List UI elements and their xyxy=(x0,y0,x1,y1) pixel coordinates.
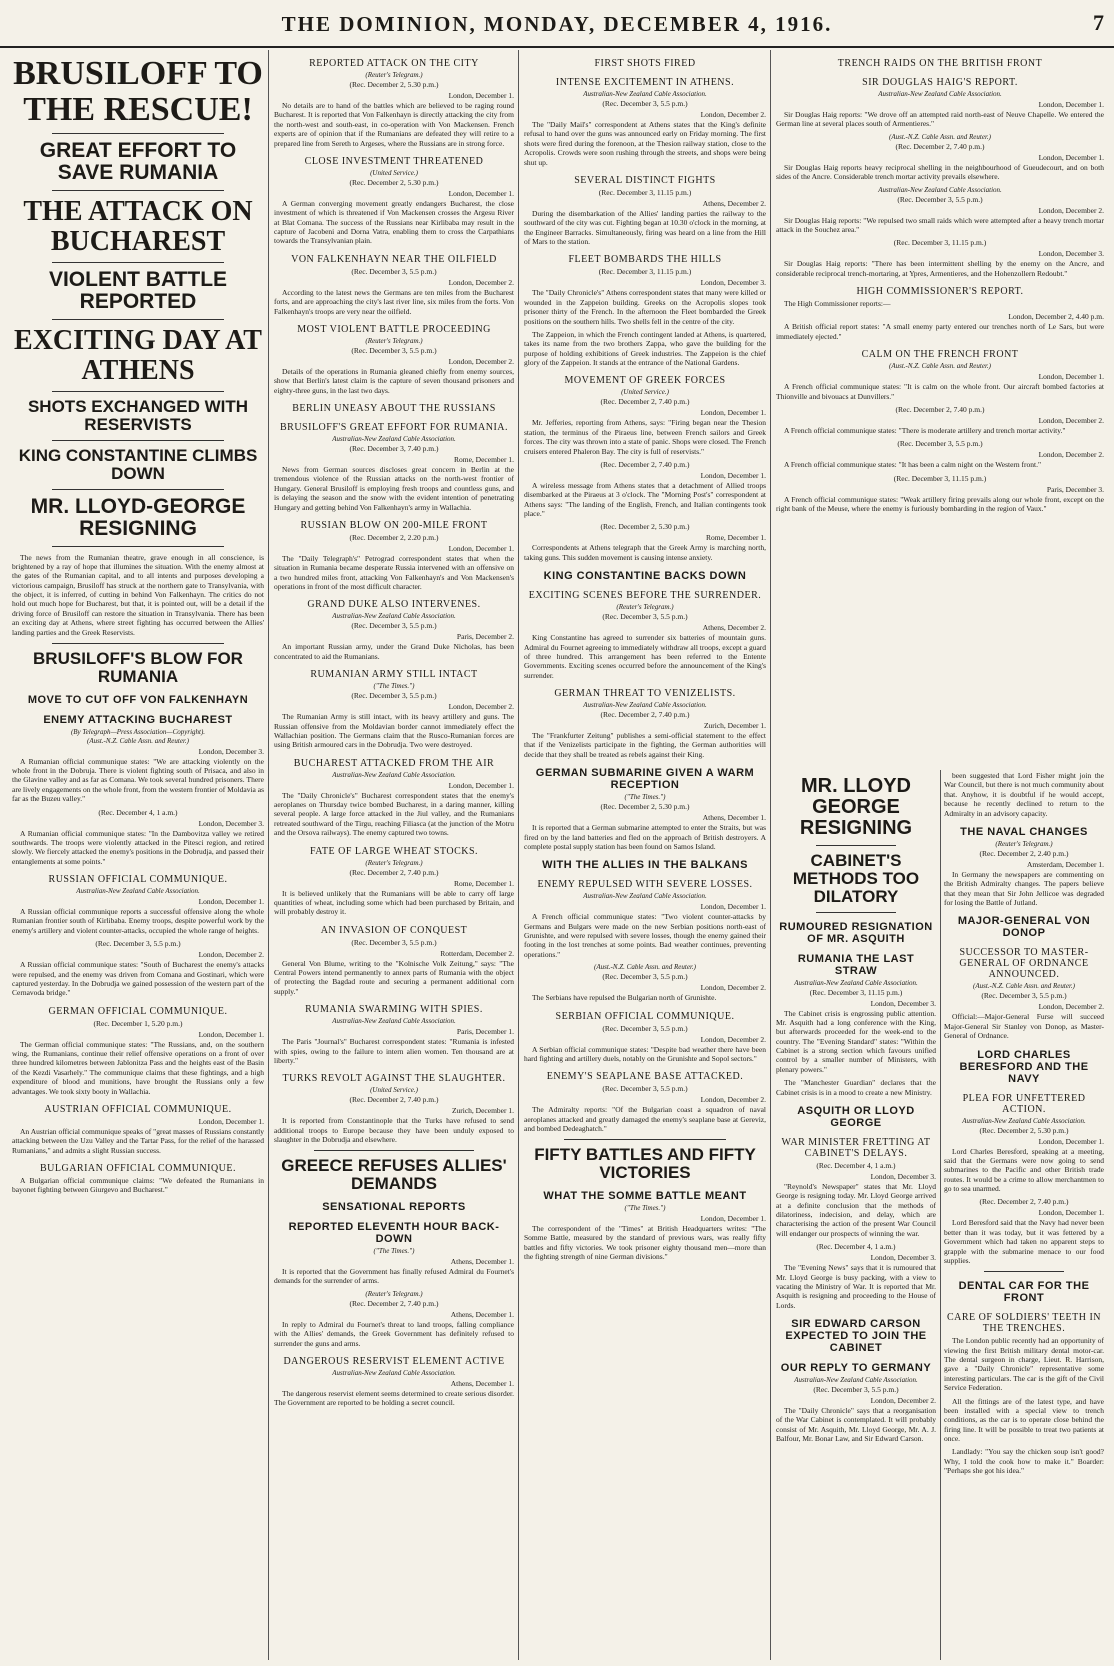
subheading: THE NAVAL CHANGES xyxy=(960,825,1088,838)
column-rule xyxy=(940,770,941,1660)
article-text: An important Russian army, under the Grand Duke Nicholas, has been concentrated to aid the Rumanians. xyxy=(274,642,514,661)
section-heading: BUCHAREST ATTACKED FROM THE AIR xyxy=(293,757,495,769)
article-text: The "Daily Chronicle" says that a reorganisation of the War Cabinet is contemplated. It will probably consist of Mr. Asquith, Mr. Lloyd George, Mr. A. J. Balfour, Mr. Bonar Law, and Sir Edward Carson. xyxy=(776,1406,936,1444)
article-text: A French official communique states: "Weak artillery firing prevails along our whole front, except on the right bank of the Meuse, where the enemy is furiously bombarding in the region of Vaux." xyxy=(776,494,1104,513)
dateline: London, December 1. xyxy=(198,897,264,907)
received-line: (Rec. December 2, 7.40 p.m.) xyxy=(600,459,690,469)
article-text: The Cabinet crisis is engrossing public attention. Mr. Asquith had a long conference with the King, but afterwards proceeded for the week-end to the country. The "Evening Standard" states: "Within the Cabinet is a strong section which favours unified control by a smaller number of Ministers, with plenary powers." xyxy=(776,1008,936,1074)
dateline: London, December 2. xyxy=(448,277,514,287)
source-line: Australian-New Zealand Cable Association. xyxy=(878,90,1002,98)
received-line: (Rec. December 2, 7.40 p.m.) xyxy=(979,1197,1069,1207)
received-line: (Rec. December 3, 5.5 p.m.) xyxy=(351,691,437,701)
divider xyxy=(52,489,224,490)
section-heading: SEVERAL DISTINCT FIGHTS xyxy=(574,174,716,186)
masthead xyxy=(0,0,1114,48)
article-text: A German converging movement greatly endangers Bucharest, the close investment of which is threatened if Von Mackensen crosses the Argesu River at Blat Comana. The success of the Russians near Kirlibaba may result in the capture of Jacobeni and Dorna Vatra, enabling them to cross the Carpathians towards the Transylvanian plain. xyxy=(274,198,514,246)
article-text: The Admiralty reports: "Of the Bulgarian coast a squadron of naval aeroplanes attacked and greatly damaged the enemy's seaplane base at Gereviz, and bombed Dedeaghatch." xyxy=(524,1105,766,1133)
article-text: All the fittings are of the latest type, and have been installed with a special view to trench conditions, as the car is to operate close behind the firing line. It will be possible to treat two patients at once. xyxy=(944,1396,1104,1443)
received-line: (Rec. December 4, 1 a.m.) xyxy=(816,1160,896,1170)
article-text: A Russian official communique states: "South of Bucharest the enemy's attacks were repulsed, and the enemy was driven from Comana and Gostinari, which were captured yesterday. In the Dobrudja we gained possession of the western part of the Cernavoda bridge." xyxy=(12,960,264,998)
headline: VIOLENT BATTLE REPORTED xyxy=(48,268,228,314)
headline: EXCITING DAY AT ATHENS xyxy=(14,325,262,386)
dateline: London, December 2. xyxy=(448,356,514,366)
received-line: (Rec. December 3, 5.5 p.m.) xyxy=(602,99,688,108)
received-line: (Rec. December 3, 5.5 p.m.) xyxy=(602,972,688,982)
section-heading: HIGH COMMISSIONER'S REPORT. xyxy=(856,286,1024,297)
column-1 xyxy=(12,50,264,1660)
lower-split-section xyxy=(776,770,1104,1660)
article-text: The correspondent of the "Times" at British Headquarters writes: "The Somme Battle, measured by the standard of previous wars, was really fifty battles and fifty victories. We took prisoner eighty thousand men—more than the fighting strength of nine German divisions." xyxy=(524,1224,766,1262)
divider xyxy=(52,643,224,644)
headline: MR. LLOYD GEORGE RESIGNING xyxy=(799,775,913,839)
received-line: (Rec. December 3, 5.5 p.m.) xyxy=(897,439,983,449)
source-line: (Reuter's Telegram.) xyxy=(616,603,674,612)
article-text: The German official communique states: "The Russians, and, on the southern wing, the Rumanians, continue their relief offensive operations on a front of over three hundred kilometres between Jablonitza Pass and the heights east of the Basin of the Kezdi Vasarhely." The communique claims that these fightings, and a high expenditure of blood and munitions, have brought the Russians only a few advantages. We took sixty booty in Wallachia. xyxy=(12,1039,264,1096)
headline: GREAT EFFORT TO SAVE RUMANIA xyxy=(39,139,237,185)
dateline: London, December 1. xyxy=(1038,1208,1104,1218)
dateline: London, December 2. xyxy=(700,1034,766,1044)
received-line: (Rec. December 3, 5.5 p.m.) xyxy=(602,1084,688,1094)
article-text: No details are to hand of the battles which are believed to be raging round Bucharest. It is reported that Von Falkenhayn is directly attacking the city from the north-west and south-east, in co-operation with Von Mackensen. French experts are of opinion that if the Rumanians are defeated they will retire to a prepared line from Sereth to Argeses, where the Russians are in strong force. xyxy=(274,101,514,148)
subheading: REPORTED ELEVENTH HOUR BACK-DOWN xyxy=(288,1221,500,1246)
article-text: Sir Douglas Haig reports heavy reciprocal shelling in the neighbourhood of Gueudecourt, and on both sides of the Ancre. Considerable trench mortar activity prevails elsewhere. xyxy=(776,162,1104,182)
section-heading: RUSSIAN OFFICIAL COMMUNIQUE. xyxy=(48,874,228,886)
received-line: (Rec. December 2, 2.40 p.m.) xyxy=(979,848,1069,858)
dateline: London, December 3. xyxy=(1038,249,1104,259)
dateline: London, December 3. xyxy=(870,1171,936,1181)
article-text: The Rumanian Army is still intact, with its heavy artillery and guns. The Russian offensive from the Moldavian border cannot immediately effect the Wallachian position. The Germans claim that the Rusco-Rumanian forces are using British armoured cars in the Dobrudja. Two were destroyed. xyxy=(274,712,514,750)
article-text: It is reported that a German submarine attempted to enter the Straits, but was fired on by the land batteries and fled on the approach of British destroyers. A complete postal supply station has been found on Samos Island. xyxy=(524,823,766,851)
source-line: Australian-New Zealand Cable Association. xyxy=(76,887,200,896)
section-heading: WAR MINISTER FRETTING AT CABINET'S DELAYS. xyxy=(781,1136,931,1159)
dateline: Rotterdam, December 2. xyxy=(440,948,514,958)
subheading: OUR REPLY TO GERMANY xyxy=(780,1362,932,1375)
source-line: Australian-New Zealand Cable Association. xyxy=(332,1368,456,1377)
received-line: (Rec. December 3, 11.15 p.m.) xyxy=(598,187,692,197)
section-heading: PLEA FOR UNFETTERED ACTION. xyxy=(962,1092,1086,1115)
article-text: Details of the operations in Rumania gleaned chiefly from enemy sources, show that Berlin's latest claim is the capture of seven thousand prisoners and eighty-three guns, in the last two days. xyxy=(274,366,514,395)
source-line: Australian-New Zealand Cable Association. xyxy=(878,185,1002,194)
section-heading: FATE OF LARGE WHEAT STOCKS. xyxy=(309,845,479,857)
divider xyxy=(52,262,224,263)
subheading: KING CONSTANTINE BACKS DOWN xyxy=(543,570,747,583)
dateline: London, December 1. xyxy=(700,470,766,480)
source-line: (Aust.-N.Z. Cable Assn. and Reuter.) xyxy=(87,736,189,745)
section-heading: BERLIN UNEASY ABOUT THE RUSSIANS xyxy=(292,403,496,414)
divider xyxy=(816,912,896,913)
article-text: News from German sources discloses great concern in Berlin at the tremendous violence of the Russian attacks on the north-west frontier of Hungary. General Brusiloff is employing fresh troops and countless guns, and is delaying the season and the snow with the evident intention of penetrating Hungary and getting behind Von Falkenhayn's army in Wallachia. xyxy=(274,465,514,512)
received-line: (Rec. December 2, 5.30 p.m.) xyxy=(349,80,439,89)
dateline: London, December 1. xyxy=(700,408,766,418)
article-text: The "Daily Chronicle's" Athens correspondent states that many were killed or wounded in the Zappeion building. Greeks on the Acropolis slopes took prisoner thirty of the French. In the afternoon the Fleet bombarded the Greek positions on the southern hills. Two shells fell in the centre of the city. xyxy=(524,288,766,326)
dateline: Paris, December 1. xyxy=(456,1027,514,1037)
section-heading: AN INVASION OF CONQUEST xyxy=(320,924,468,936)
section-heading: REPORTED ATTACK ON THE CITY xyxy=(309,58,479,69)
headline: GREECE REFUSES ALLIES' DEMANDS xyxy=(281,1156,507,1194)
dateline: London, December 2. xyxy=(1038,1002,1104,1012)
section-heading: SUCCESSOR TO MASTER-GENERAL OF ORDNANCE ANNOUNCED. xyxy=(959,947,1089,981)
article-text: A Serbian official communique states: "Despite bad weather there have been hard fighting and artillery duels, notably on the Grunishte and Sopol sectors." xyxy=(524,1044,766,1063)
section-heading: RUSSIAN BLOW ON 200-MILE FRONT xyxy=(300,519,488,531)
received-line: (Rec. December 3, 7.40 p.m.) xyxy=(349,444,439,453)
dateline: (By Telegraph—Press Association—Copyright). xyxy=(70,727,206,736)
divider xyxy=(52,133,224,134)
article-text: The dangerous reservist element seems determined to create serious disorder. The Government are reported to be holding a secret council. xyxy=(274,1388,514,1408)
dateline: Paris, December 3. xyxy=(1046,484,1104,494)
received-line: (Rec. December 3, 5.5 p.m.) xyxy=(95,939,181,949)
source-line: Australian-New Zealand Cable Association. xyxy=(332,435,456,443)
dateline: London, December 3. xyxy=(198,818,264,828)
source-line: ("The Times.") xyxy=(624,1204,666,1213)
received-line: (Rec. December 3, 11.15 p.m.) xyxy=(893,473,987,483)
subheading: GERMAN SUBMARINE GIVEN A WARM RECEPTION xyxy=(535,767,755,792)
headline: BRUSILOFF'S BLOW FOR RUMANIA xyxy=(33,648,243,686)
dateline: London, December 2. xyxy=(1038,415,1104,425)
page-number: 7 xyxy=(1093,10,1104,35)
column-rule xyxy=(770,50,771,1660)
section-heading: CARE OF SOLDIERS' TEETH IN THE TRENCHES. xyxy=(946,1312,1102,1335)
dateline: London, December 1. xyxy=(448,91,514,100)
article-text: During the disembarkation of the Allies' landing parties the railway to the southward of the city was cut. Fighting began at 10.30 o'clock in the morning, at the Engineer Barracks. Simultaneously, firing was heard on a line from the Hill of Mars to the station. xyxy=(524,208,766,246)
received-line: (Rec. December 2, 7.40 p.m.) xyxy=(349,1095,439,1105)
section-heading: MOVEMENT OF GREEK FORCES xyxy=(564,375,726,387)
dateline: London, December 3. xyxy=(198,746,264,756)
section-heading: DANGEROUS RESERVIST ELEMENT ACTIVE xyxy=(283,1355,505,1367)
section-heading: CALM ON THE FRENCH FRONT xyxy=(861,349,1019,361)
article-text: It is reported from Constantinople that the Turks have refused to send additional troops to Europe because they have been unduly exposed to slaughter in the Dobrudja and elsewhere. xyxy=(274,1116,514,1144)
dateline: Amsterdam, December 1. xyxy=(1026,859,1104,869)
article-text: A Bulgarian official communique claims: "We defeated the Rumanians in bayonet fighting between Giurgevo and Bucharest." xyxy=(12,1176,264,1195)
section-heading: TRENCH RAIDS ON THE BRITISH FRONT xyxy=(837,58,1043,69)
received-line: (Rec. December 3, 5.5 p.m.) xyxy=(897,194,983,204)
received-line: (Rec. December 3, 5.5 p.m.) xyxy=(813,1385,899,1395)
section-heading: CLOSE INVESTMENT THREATENED xyxy=(304,155,484,167)
received-line: (Rec. December 3, 11.15 p.m.) xyxy=(893,238,987,248)
section-heading: EXCITING SCENES BEFORE THE SURRENDER. xyxy=(528,590,762,602)
dateline: Athens, December 1. xyxy=(702,813,766,823)
dateline: London, December 1. xyxy=(700,1214,766,1224)
received-line: (Rec. December 2, 7.40 p.m.) xyxy=(600,710,690,719)
article-text: The Zappeion, in which the French contingent landed at Athens, is quartered, takes its name from the two brothers Zappa, who gave the building for the purpose of holding exhibitions of Greek industries. The Zappeion is the chief glory of the Zappeion. It stands at the entrance of the National Gardens. xyxy=(524,329,766,367)
article-text: A French official communique states: "It has been a calm night on the Western front." xyxy=(784,460,1042,470)
headline: THE ATTACK ON BUCHAREST xyxy=(23,196,253,257)
dateline: Athens, December 2. xyxy=(702,198,766,208)
sub-column-left xyxy=(776,770,936,1660)
article-text: Lord Charles Beresford, speaking at a meeting, said that the Germans were now going to send submarines to the Pacific and other British trade routes. It would be a crime to allow merchantmen to go to sea unarmed. xyxy=(944,1146,1104,1193)
dateline: London, December 3. xyxy=(700,278,766,288)
dateline: Rome, December 1. xyxy=(454,878,514,888)
dateline: London, December 2. xyxy=(700,1095,766,1105)
section-heading: MOST VIOLENT BATTLE PROCEEDING xyxy=(297,323,491,335)
source-line: ("The Times.") xyxy=(624,793,666,802)
divider xyxy=(564,1139,726,1140)
divider xyxy=(816,845,896,846)
section-heading: BULGARIAN OFFICIAL COMMUNIQUE. xyxy=(39,1163,237,1175)
source-line: (Aust.-N.Z. Cable Assn. and Reuter.) xyxy=(594,963,696,972)
divider xyxy=(52,190,224,191)
received-line: (Rec. December 2, 7.40 p.m.) xyxy=(349,867,439,877)
article-text: An Austrian official communique speaks of "great masses of Russians constantly attacking between the Uzu Valley and the Tartar Pass, for the relief of the harassed Rumanians," and admits a slight Russian success. xyxy=(12,1126,264,1155)
column-rule xyxy=(268,50,269,1660)
section-heading: ENEMY'S SEAPLANE BASE ATTACKED. xyxy=(546,1071,744,1083)
section-heading: RUMANIA SWARMING WITH SPIES. xyxy=(305,1004,483,1016)
dateline: London, December 2. xyxy=(700,983,766,993)
article-text: "Reynold's Newspaper" states that Mr. Lloyd George is resigning today. Mr. Lloyd George arrived at a definite conclusion that the methods of dilatoriness, indecision, and delay, which are characterising the action of the present War Council will endanger our prospects of winning the war. xyxy=(776,1181,936,1238)
article-text: Mr. Jefferies, reporting from Athens, says: "Firing began near the Thesion station, the terminus of the Piraeus line, between French sailors and Greek forces. The city was thrown into a state of panic. Shops were closed. The French cruisers entered Phaleron Bay. The city is full of reservists." xyxy=(524,418,766,456)
sub-column-right xyxy=(944,770,1104,1660)
section-heading: AUSTRIAN OFFICIAL COMMUNIQUE. xyxy=(44,1103,232,1115)
source-line: Australian-New Zealand Cable Association. xyxy=(794,978,918,987)
dateline: London, December 1. xyxy=(1038,152,1104,162)
dateline: London, December 2. xyxy=(198,950,264,960)
divider xyxy=(52,546,224,547)
divider xyxy=(52,391,224,392)
source-line: Australian-New Zealand Cable Association. xyxy=(332,770,456,779)
article-text: In Germany the newspapers are commenting on the British Admiralty changes. The papers believe that they mean that Sir John Jellicoe was degraded for losing the Battle of Jutland. xyxy=(944,869,1104,907)
column-rule xyxy=(518,50,519,1660)
dateline: Rome, December 1. xyxy=(706,533,766,543)
article-text: Official:—Major-General Furse will succeed Major-General Sir Stanley von Donop, as Master-General of Ordnance. xyxy=(944,1012,1104,1041)
article-text: Sir Douglas Haig reports: "We drove off an attempted raid north-east of Neuve Chapelle. We entered the German line at several places south of Armentieres." xyxy=(776,110,1104,129)
source-line: (Aust.-N.Z. Cable Assn. and Reuter.) xyxy=(973,982,1075,991)
dateline: London, December 1. xyxy=(1038,372,1104,382)
headline: FIFTY BATTLES AND FIFTY VICTORIES xyxy=(534,1145,756,1183)
subheading: SENSATIONAL REPORTS xyxy=(322,1201,466,1214)
article-text: The High Commissioner reports:— xyxy=(784,299,891,308)
received-line: (Rec. December 2, 2.20 p.m.) xyxy=(349,532,439,542)
section-heading: SERBIAN OFFICIAL COMMUNIQUE. xyxy=(555,1010,735,1022)
source-line: Australian-New Zealand Cable Association. xyxy=(583,90,707,98)
source-line: ("The Times.") xyxy=(373,1247,415,1256)
divider xyxy=(52,440,224,441)
received-line: (Rec. December 1, 5.20 p.m.) xyxy=(93,1018,183,1028)
masthead-title: THE DOMINION, MONDAY, DECEMBER 4, 1916. xyxy=(281,12,833,36)
dateline: London, December 2. xyxy=(870,1396,936,1406)
dateline: Zurich, December 1. xyxy=(703,721,766,730)
received-line: (Rec. December 3, 5.5 p.m.) xyxy=(351,345,437,355)
dateline: Rome, December 1. xyxy=(454,455,514,464)
dateline: London, December 2. xyxy=(700,110,766,119)
dateline: London, December 2. xyxy=(448,702,514,712)
source-line: (Reuter's Telegram.) xyxy=(365,858,423,867)
received-line: (Rec. December 3, 5.5 p.m.) xyxy=(981,991,1067,1001)
subheading: DENTAL CAR FOR THE FRONT xyxy=(958,1280,1090,1305)
article-text: A Russian official communique reports a successful offensive along the whole Rumanian frontier south of Kirlibaba. Enemy troops, despite powerful work by the enemy's artillery and violent counter-attacks, occupied the whole range of heights. xyxy=(12,907,264,935)
subheading: MOVE TO CUT OFF VON FALKENHAYN xyxy=(27,693,249,706)
dateline: London, December 1. xyxy=(1038,1136,1104,1146)
dateline: London, December 1. xyxy=(198,1116,264,1126)
dateline: London, December 1. xyxy=(448,543,514,553)
source-line: Australian-New Zealand Cable Association. xyxy=(583,701,707,709)
received-line: (Rec. December 4, 1 a.m.) xyxy=(816,1242,896,1252)
article-text: A Rumanian official communique states: "In the Dambovitza valley we retired southwards. The troops were violently attacked in the Pitesci region, and retired slowly. We fiercely attacked the enemy's positions in the Dobrudja, and passed their entanglements at some points." xyxy=(12,828,264,866)
dateline: Paris, December 2. xyxy=(456,632,514,642)
section-heading: FLEET BOMBARDS THE HILLS xyxy=(568,254,722,266)
dateline: Athens, December 1. xyxy=(450,1378,514,1388)
article-text: A wireless message from Athens states that a detachment of Allied troops disembarked at the Piraeus at 3 o'clock. The "Morning Post's" correspondent at Athens says: "The landing of the English, French, and Italian contingents took place." xyxy=(524,480,766,518)
source-line: (United Service.) xyxy=(370,1086,418,1095)
received-line: (Rec. December 3, 5.5 p.m.) xyxy=(602,612,688,622)
dateline: London, December 3. xyxy=(870,998,936,1008)
dateline: London, December 1. xyxy=(700,902,766,912)
subheading: WITH THE ALLIES IN THE BALKANS xyxy=(542,859,748,872)
section-heading: GRAND DUKE ALSO INTERVENES. xyxy=(307,599,481,611)
headline: MR. LLOYD-GEORGE RESIGNING xyxy=(30,494,246,540)
article-text: The Paris "Journal's" Bucharest correspondent states: "Rumania is infested with spies, owing to the failure to intern alien women. Ten thousand are at liberty." xyxy=(274,1037,514,1065)
article-text: A British official report states: "A small enemy party entered our trenches north of Le Sars, but were immediately ejected." xyxy=(776,322,1104,341)
section-heading: VON FALKENHAYN NEAR THE OILFIELD xyxy=(291,253,497,265)
received-line: (Rec. December 3, 5.5 p.m.) xyxy=(351,937,437,947)
section-heading: RUMANIAN ARMY STILL INTACT xyxy=(310,669,478,681)
section-heading: GERMAN THREAT TO VENIZELISTS. xyxy=(554,688,736,699)
received-line: (Rec. December 3, 5.5 p.m.) xyxy=(351,621,437,631)
subheading: LORD CHARLES BERESFORD AND THE NAVY xyxy=(959,1048,1089,1085)
subheading: SIR EDWARD CARSON EXPECTED TO JOIN THE CABINET xyxy=(785,1318,927,1355)
section-heading: TURKS REVOLT AGAINST THE SLAUGHTER. xyxy=(282,1073,506,1085)
dateline: London, December 1. xyxy=(448,188,514,198)
article-text: been suggested that Lord Fisher might join the War Council, but there is not much community about that. Anyhow, it is doubtful if he would accept, because he recently declined to return to the Admiralty in an advisory capacity. xyxy=(944,771,1104,818)
source-line: Australian-New Zealand Cable Association. xyxy=(332,612,456,621)
article-text: King Constantine has agreed to surrender six batteries of mountain guns. Admiral du Fournet agreeing to immediately withdraw all troops, except a guard of three hundred. This arrangement has been referred to the Entente Governments. Exciting scenes occurred before the announcement of the King's surrender. xyxy=(524,633,766,680)
column-3 xyxy=(524,50,766,1660)
article-text: Sir Douglas Haig reports: "We repulsed two small raids which were attempted after a heavy trench mortar attack in the Souchez area." xyxy=(776,215,1104,234)
subheading: WHAT THE SOMME BATTLE MEANT xyxy=(543,1190,747,1203)
section-heading: FIRST SHOTS FIRED xyxy=(594,58,696,69)
section-heading: GERMAN OFFICIAL COMMUNIQUE. xyxy=(48,1005,228,1017)
subheading: RUMANIA THE LAST STRAW xyxy=(797,952,915,977)
dateline: Athens, December 2. xyxy=(702,623,766,633)
article-text: The "Frankfurter Zeitung" publishes a semi-official statement to the effect that if the Venizelists participate in the fighting, the German authorities will decide that they shall be treated as rebels against their King. xyxy=(524,731,766,759)
article-text: In reply to Admiral du Fournet's threat to land troops, falling compliance with the Allies' demands, the Greek Government has definitely refused to surrender the guns and arms. xyxy=(274,1319,514,1348)
subheading: MAJOR-GENERAL VON DONOP xyxy=(957,915,1091,940)
section-heading: INTENSE EXCITEMENT IN ATHENS. xyxy=(555,77,735,88)
article-text: The "Manchester Guardian" declares that the Cabinet crisis is in a mood to create a new Ministry. xyxy=(776,1078,936,1097)
article-text: It is believed unlikely that the Rumanians will be able to carry off large quantities of wheat, including some which had been purchased by Britain, and will probably destroy it. xyxy=(274,888,514,917)
headline: SHOTS EXCHANGED WITH RESERVISTS xyxy=(27,397,249,434)
dateline: Athens, December 1. xyxy=(450,1309,514,1319)
article-text: The Serbians have repulsed the Bulgarian north of Grunishte. xyxy=(532,993,717,1003)
column-4 xyxy=(776,50,1104,1660)
article-text: A Rumanian official communique states: "We are attacking violently on the whole front in the Dobruja. There is violent fighting south of Prisaca, and also in the Glavine valley and as far as Comana. We took several hundred prisoners. There are lively engagements on the whole front, from the western frontier of Moldavia as far as the Buzeu valley." xyxy=(12,756,264,804)
dateline: London, December 2, 4.40 p.m. xyxy=(1008,312,1104,322)
received-line: (Rec. December 2, 7.40 p.m.) xyxy=(349,1298,439,1308)
dateline: Zurich, December 1. xyxy=(451,1106,514,1116)
headline: KING CONSTANTINE CLIMBS DOWN xyxy=(18,445,258,483)
article-text: A French official communique states: "Two violent counter-attacks by Germans and Bulgars were made on the new Serbian positions north-east of Grunishte, and were repulsed with severe losses, though the enemy gained their footing in the lost trenches at some points. Bad weather continues, preventing operations." xyxy=(524,912,766,959)
article-text: The "Daily Telegraph's" Petrograd correspondent states that when the situation in Rumania became desperate Russia intervened with an offensive on a two hundred miles front, attacking Von Falkenhayn's and Von Mackensen's operations in front of the most difficult character. xyxy=(274,553,514,591)
dateline: London, December 3. xyxy=(870,1253,936,1263)
source-line: ("The Times.") xyxy=(373,682,415,691)
source-line: Australian-New Zealand Cable Association. xyxy=(332,1017,456,1026)
section-heading: ENEMY REPULSED WITH SEVERE LOSSES. xyxy=(537,879,753,891)
article-text: The "Evening News" says that it is rumoured that Mr. Lloyd George is busy packing, with a view to vacating the Ministry of War. It is reported that Mr. Asquith is resigning and proceeding to the House of Lords. xyxy=(776,1263,936,1310)
article-text: Sir Douglas Haig reports: "There has been intermittent shelling by the enemy on the Ancre, and considerable reciprocal trench-mortaring, at Ypres, Armentieres, and the Hohenzollern Redoubt." xyxy=(776,259,1104,278)
received-line: (Rec. December 3, 11.15 p.m.) xyxy=(598,267,692,277)
article-text: The "Daily Chronicle's" Bucharest correspondent states that the enemy's aeroplanes on Thursday twice bombed Bucharest, in a daring manner, killing several people. A large force attacked in the Jiul valley, and the Rumanians retreated southward of the Tirgu, reaching Filiasca (at the junction of the Motru and the Orsova railways). The enemy captured two towns. xyxy=(274,790,514,838)
received-line: (Rec. December 3, 5.5 p.m.) xyxy=(351,266,437,276)
dateline: London, December 2. xyxy=(1038,450,1104,460)
source-line: (Aust.-N.Z. Cable Assn. and Reuter.) xyxy=(889,362,991,371)
dateline: London, December 2. xyxy=(1038,205,1104,215)
column-2 xyxy=(274,50,514,1660)
received-line: (Rec. December 3, 5.5 p.m.) xyxy=(602,1023,688,1033)
headline: CABINET'S METHODS TOO DILATORY xyxy=(792,851,920,906)
received-line: (Rec. December 2, 7.40 p.m.) xyxy=(600,397,690,407)
dateline: London, December 1. xyxy=(448,780,514,790)
received-line: (Rec. December 2, 5.30 p.m.) xyxy=(979,1125,1069,1135)
received-line: (Rec. December 2, 7.40 p.m.) xyxy=(895,404,985,414)
received-line: (Rec. December 3, 11.15 p.m.) xyxy=(809,987,903,997)
source-line: Australian-New Zealand Cable Association. xyxy=(962,1116,1086,1125)
received-line: (Rec. December 2, 7.40 p.m.) xyxy=(895,141,985,151)
divider xyxy=(52,319,224,320)
article-text: It is reported that the Government has finally refused Admiral du Fournet's demands for the surrender of arms. xyxy=(274,1267,514,1286)
dateline: Athens, December 1. xyxy=(450,1257,514,1267)
divider xyxy=(984,1271,1064,1272)
divider xyxy=(314,1150,474,1151)
source-line: (Reuter's Telegram.) xyxy=(365,336,423,345)
article-text: Landlady: "You say the chicken soup isn't good? Why, I told the cook how to make it." Boarder: "Perhaps she got his idea." xyxy=(944,1447,1104,1476)
article-text: The "Daily Mail's" correspondent at Athens states that the King's definite refusal to hand over the guns was announced early on Friday morning. The first shots were fired during the forenoon, at the Thesion railway station, close to the Acropolis. Crowds were soon rushing through the streets, and shops were being shut up. xyxy=(524,120,766,167)
subheading: ENEMY ATTACKING BUCHAREST xyxy=(43,713,233,726)
source-line: (United Service.) xyxy=(621,388,669,397)
article-text: A French official communique states: "There is moderate artillery and trench mortar activity." xyxy=(784,425,1066,435)
section-heading: SIR DOUGLAS HAIG'S REPORT. xyxy=(862,77,1018,88)
source-line: Australian-New Zealand Cable Association. xyxy=(583,892,707,901)
source-line: (Aust.-N.Z. Cable Assn. and Reuter.) xyxy=(889,132,991,141)
source-line: (Reuter's Telegram.) xyxy=(365,71,423,79)
article-text: The London public recently had an opportunity of viewing the first British military dental motor-car. The dental surgeon in charge, Lieut. R. Harrison, gave a "Daily Chronicle" representative some interesting particulars. The car is the gift of the Civil Service Federation. xyxy=(944,1336,1104,1393)
subheading: RUMOURED RESIGNATION OF MR. ASQUITH xyxy=(779,920,933,945)
article-text: Correspondents at Athens telegraph that the Greek Army is marching north, taking guns. This sudden movement is causing intense anxiety. xyxy=(524,543,766,562)
received-line: (Rec. December 2, 5.30 p.m.) xyxy=(600,522,690,532)
article-text: According to the latest news the Germans are ten miles from the Bucharest forts, and are approaching the city's last river line, six miles from the forts. Von Falkenhayn's troops are very near the oilfield. xyxy=(274,287,514,316)
dateline: London, December 1. xyxy=(198,1029,264,1039)
source-line: (Reuter's Telegram.) xyxy=(365,1289,423,1298)
subheading: ASQUITH OR LLOYD GEORGE xyxy=(797,1104,915,1129)
received-line: (Rec. December 2, 5.30 p.m.) xyxy=(349,177,439,187)
article-text: A French official communique states: "It is calm on the whole front. Our aircraft bombed factories at Thionville and bivouacs at Dunvillers." xyxy=(776,382,1104,401)
received-line: (Rec. December 2, 5.30 p.m.) xyxy=(600,802,690,812)
article-text: The news from the Rumanian theatre, grave enough in all conscience, is brightened by a ray of hope that illumines the situation. With the enemy almost at the gates of the Rumanian capital, and to all intents and purposes developing a victorious campaign, Brusiloff has struck at the northern gate to Transylvania, with the object, it is inferred, of cutting in behind Von Falkenhayn. The critics do not hold out much hope for Bucharest, but that, it is pointed out, will be a detail if the driving force of Brusiloff can restore the situation in Transylvania. There has been an exciting day at Athens, where street fighting has occurred between the Allies' landing parties and the Greek Reservists. xyxy=(12,552,264,637)
source-line: (United Service.) xyxy=(370,168,418,177)
source-line: Australian-New Zealand Cable Association. xyxy=(794,1376,918,1385)
source-line: (Reuter's Telegram.) xyxy=(995,839,1053,848)
received-line: (Rec. December 4, 1 a.m.) xyxy=(98,807,178,817)
section-heading: BRUSILOFF'S GREAT EFFORT FOR RUMANIA. xyxy=(280,422,508,433)
article-text: General Von Blume, writing to the "Kolnische Volk Zeitung," says: "The Central Powers intend permanently to annex parts of Rumania with the object of protecting the Bagdad route and securing a permanent additional corn supply." xyxy=(274,958,514,996)
headline: BRUSILOFF TO THE RESCUE! xyxy=(13,55,263,128)
dateline: London, December 1. xyxy=(1038,100,1104,109)
article-text: Lord Beresford said that the Navy had never been better than it was today, but it was fettered by a Government which had taken no apparent steps to grapple with the submarine menace to our food supplies. xyxy=(944,1218,1104,1265)
